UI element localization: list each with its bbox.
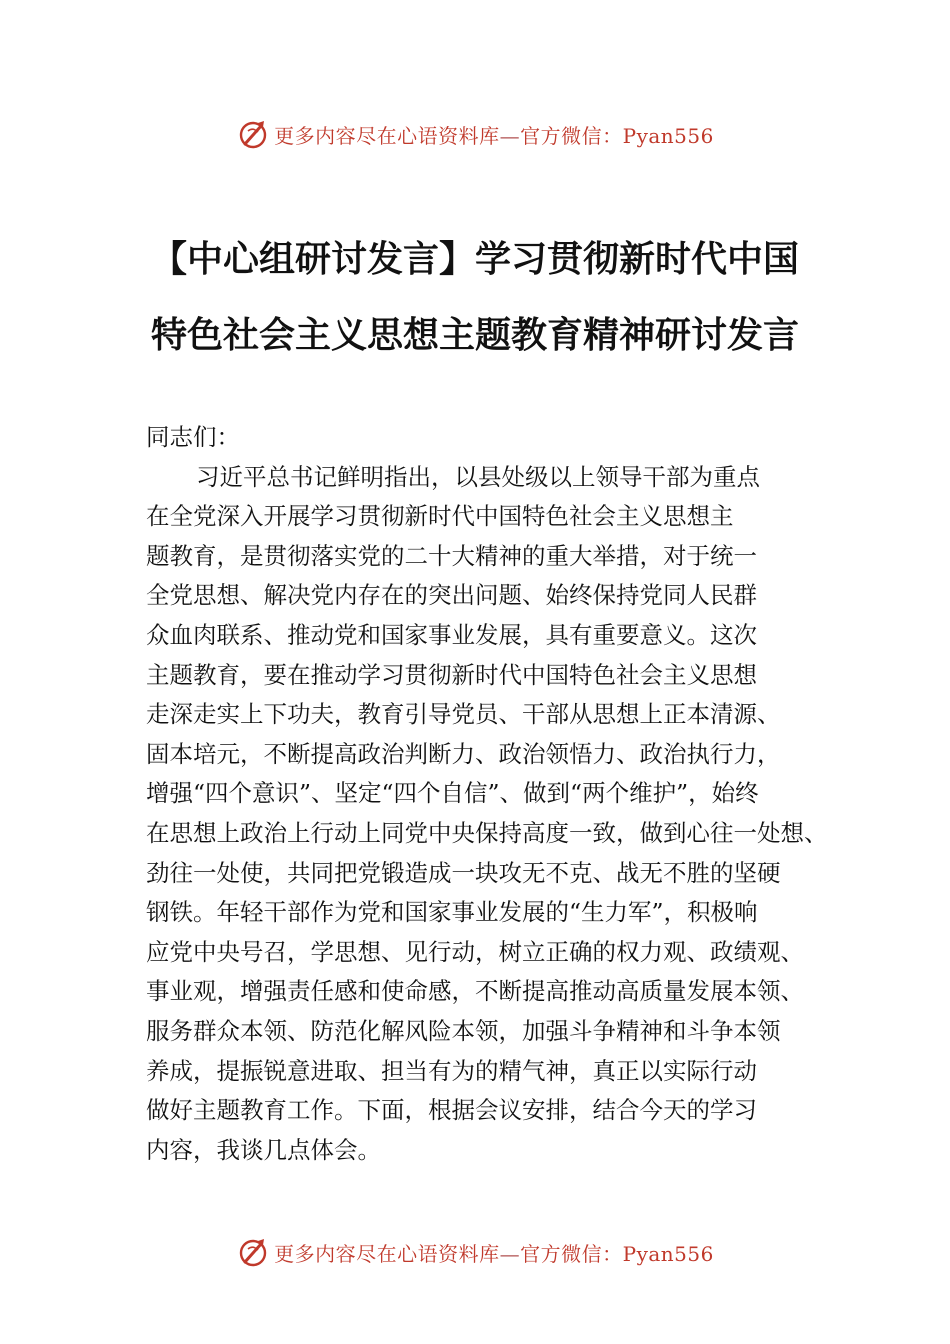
paragraph-line: 增强“四个意识”、坚定“四个自信”、做到“两个维护”，始终 [146,779,759,808]
paragraph-line: 养成，提振锐意进取、担当有为的精气神，真正以实际行动 [146,1056,757,1085]
paragraph-line: 内容，我谈几点体会。 [146,1135,381,1164]
paragraph-line: 事业观，增强责任感和使命感，不断提高推动高质量发展本领、 [146,977,804,1006]
paragraph-line: 习近平总书记鲜明指出，以县处级以上领导干部为重点 [196,462,760,491]
paragraph-line: 走深走实上下功夫，教育引导党员、干部从思想上正本清源、 [146,700,781,729]
paragraph-line: 在全党深入开展学习贯彻新时代中国特色社会主义思想主 [146,502,734,531]
paragraph-line: 题教育，是贯彻落实党的二十大精神的重大举措，对于统一 [146,541,757,570]
paragraph-line: 应党中央号召，学思想、见行动，树立正确的权力观、政绩观、 [146,937,804,966]
brush-logo-icon [236,117,270,151]
title-line-2: 特色社会主义思想主题教育精神研讨发言 [150,315,799,356]
paragraph-line: 劲往一处使，共同把党锻造成一块攻无不克、战无不胜的坚硬 [146,858,781,887]
paragraph-line: 做好主题教育工作。下面，根据会议安排，结合今天的学习 [146,1096,757,1125]
paragraph-line: 主题教育，要在推动学习贯彻新时代中国特色社会主义思想 [146,660,757,689]
watermark-text: 更多内容尽在心语资料库—官方微信：Pyan556 [274,1241,714,1266]
salutation: 同志们： [146,423,240,451]
header-watermark [0,114,950,154]
footer-watermark [0,1232,950,1272]
paragraph-line: 固本培元，不断提高政治判断力、政治领悟力、政治执行力， [146,739,781,768]
paragraph-line: 全党思想、解决党内存在的突出问题、始终保持党同人民群 [146,581,757,610]
watermark-text: 更多内容尽在心语资料库—官方微信：Pyan556 [274,123,714,148]
title-line-1: 【中心组研讨发言】学习贯彻新时代中国 [150,239,799,280]
brush-logo-icon [236,1235,270,1269]
document-title [0,222,950,374]
document-body [146,418,846,1170]
paragraph-line: 众血肉联系、推动党和国家事业发展，具有重要意义。这次 [146,620,757,649]
paragraph-line: 钢铁。年轻干部作为党和国家事业发展的“生力军”，积极响 [146,898,758,927]
paragraph-line: 在思想上政治上行动上同党中央保持高度一致，做到心往一处想、 [146,818,828,847]
paragraph-line: 服务群众本领、防范化解风险本领，加强斗争精神和斗争本领 [146,1016,781,1045]
